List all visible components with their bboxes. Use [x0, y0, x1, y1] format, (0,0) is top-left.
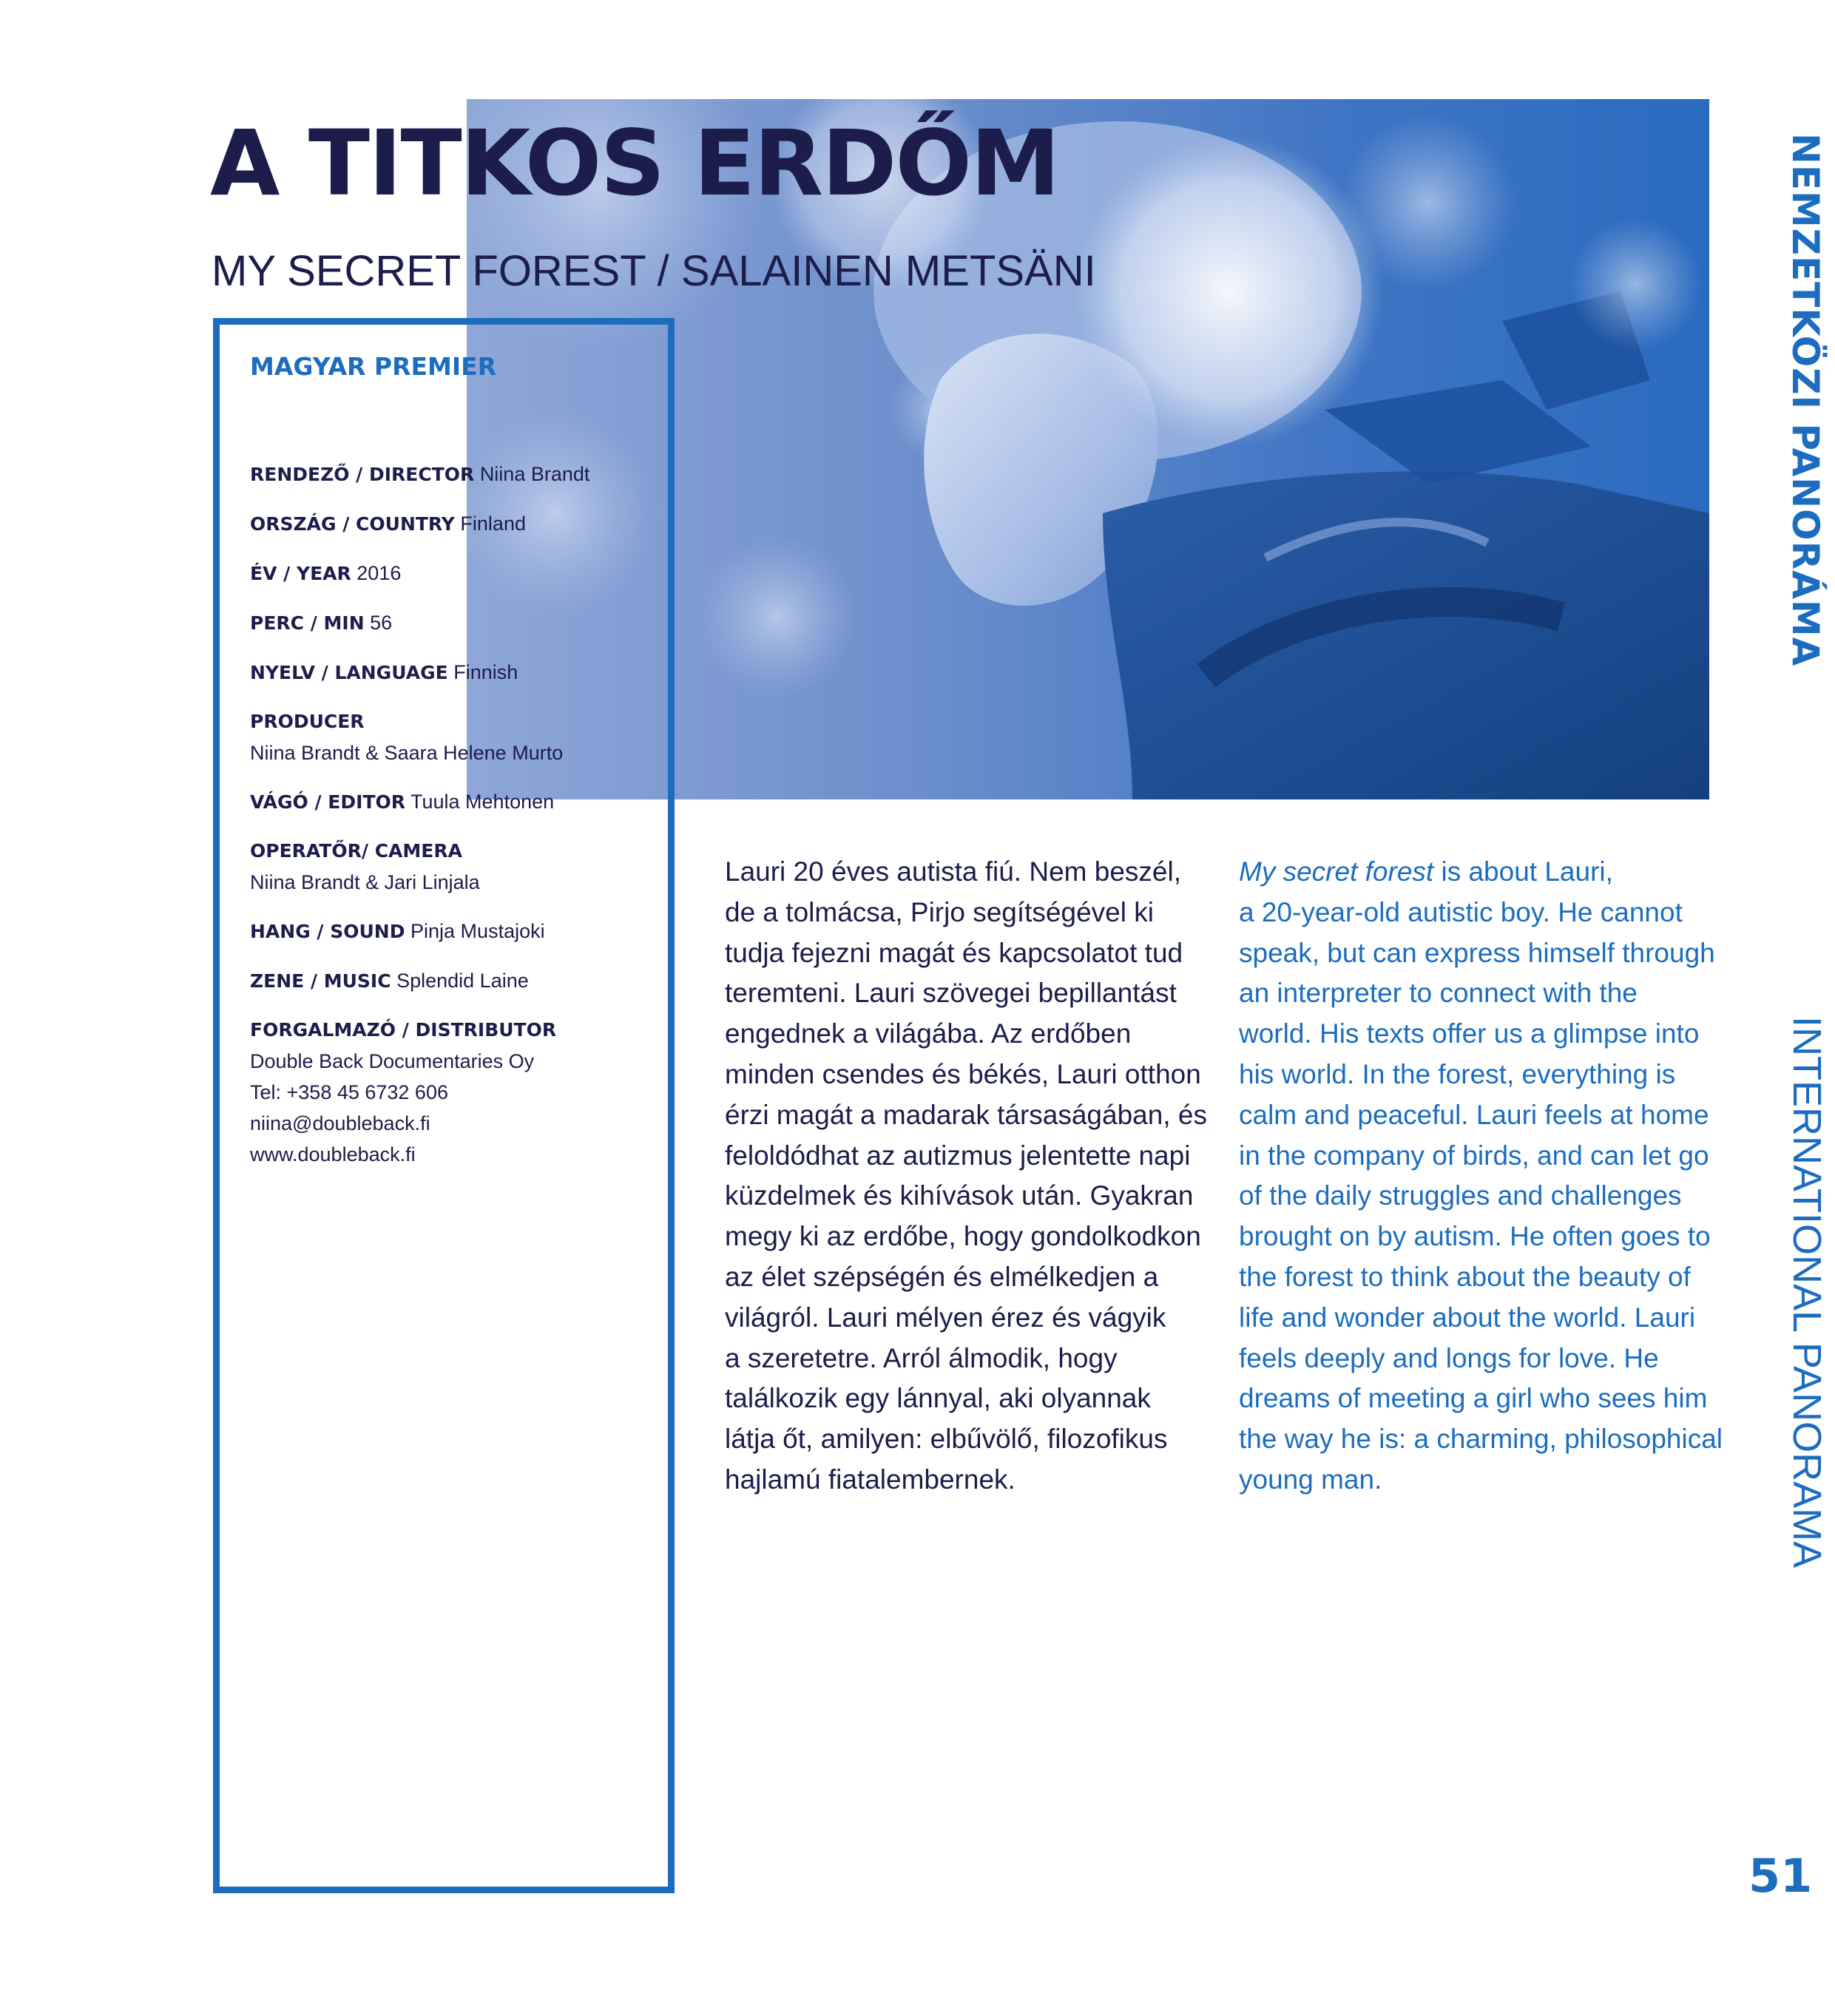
credit-label: PRODUCER: [250, 711, 365, 732]
synopsis-english: [1239, 852, 1727, 1501]
credit-value: 56: [370, 612, 393, 634]
synopsis-line-rest: is about Lauri,: [1433, 856, 1613, 887]
credit-value: Niina Brandt & Jari Linjala: [250, 871, 480, 893]
synopsis-line: the way he is: a charming, philosophical: [1239, 1424, 1723, 1455]
credit-value: Niina Brandt: [479, 463, 590, 485]
page-subtitle: MY SECRET FOREST / SALAINEN METSÄNI: [212, 247, 1096, 295]
credit-value: Finnish: [453, 661, 518, 683]
synopsis-line: látja őt, amilyen: elbűvölő, filozofikus: [725, 1424, 1168, 1455]
synopsis-line: of the daily struggles and challenges: [1239, 1180, 1682, 1211]
credit-music: [250, 965, 664, 997]
credit-label: RENDEZŐ / DIRECTOR: [250, 464, 475, 485]
synopsis-line: the forest to think about the beauty of: [1239, 1261, 1691, 1292]
credit-value: Splendid Laine: [396, 970, 529, 992]
synopsis-line: in the company of birds, and can let go: [1239, 1140, 1709, 1171]
credit-value: 2016: [356, 562, 402, 584]
synopsis-line: speak, but can express himself through: [1239, 937, 1715, 968]
credit-director: [250, 459, 664, 490]
section-label-hungarian: NEMZETKÖZI PANORÁMA: [1784, 133, 1827, 667]
credit-year: [250, 558, 664, 589]
synopsis-line: tudja fejezni magát és kapcsolatot tud: [725, 937, 1183, 968]
credit-label: ÉV / YEAR: [250, 563, 351, 584]
credit-label: NYELV / LANGUAGE: [250, 662, 448, 683]
synopsis-line: minden csendes és békés, Lauri otthon: [725, 1058, 1201, 1089]
synopsis-line: an interpreter to connect with the: [1239, 978, 1638, 1009]
synopsis-line: engednek a világába. Az erdőben: [725, 1018, 1132, 1049]
synopsis-line: brought on by autism. He often goes to: [1239, 1221, 1711, 1252]
distributor-website: www.doubleback.fi: [250, 1143, 416, 1166]
credit-value: Niina Brandt & Saara Helene Murto: [250, 742, 564, 764]
synopsis-line: his world. In the forest, everything is: [1239, 1058, 1676, 1089]
credit-editor: [250, 786, 664, 818]
synopsis-line: dreams of meeting a girl who sees him: [1239, 1383, 1708, 1414]
credit-label: VÁGÓ / EDITOR: [250, 791, 405, 813]
credit-label: FORGALMAZÓ / DISTRIBUTOR: [250, 1019, 557, 1041]
credit-runtime: [250, 607, 664, 639]
distributor-name: Double Back Documentaries Oy: [250, 1050, 535, 1072]
synopsis-line: calm and peaceful. Lauri feels at home: [1239, 1099, 1709, 1130]
synopsis-line: az élet szépségén és elmélkedjen a: [725, 1261, 1159, 1292]
page-number: 51: [1748, 1849, 1813, 1903]
page-title: A TITKOS ERDŐM: [210, 111, 1059, 216]
credit-value: Pinja Mustajoki: [410, 920, 545, 942]
credit-label: PERC / MIN: [250, 612, 365, 634]
credit-label: ZENE / MUSIC: [250, 970, 391, 992]
credit-camera: [250, 836, 664, 898]
synopsis-line: hajlamú fiatalembernek.: [725, 1464, 1015, 1495]
credit-value: Tuula Mehtonen: [410, 791, 555, 813]
credit-producer: [250, 706, 664, 768]
synopsis-line: küzdelmek és kihívások után. Gyakran: [725, 1180, 1194, 1211]
synopsis-line: de a tolmácsa, Pirjo segítségével ki: [725, 896, 1154, 927]
synopsis-line: világról. Lauri mélyen érez és vágyik: [725, 1302, 1166, 1333]
synopsis-hungarian: [725, 852, 1207, 1501]
synopsis-line: life and wonder about the world. Lauri: [1239, 1302, 1696, 1333]
credits-list: [250, 459, 664, 1188]
synopsis-line: a szeretetre. Arról álmodik, hogy: [725, 1342, 1118, 1373]
synopsis-line: találkozik egy lánnyal, aki olyannak: [725, 1383, 1151, 1414]
credit-country: [250, 508, 664, 540]
synopsis-line: Lauri 20 éves autista fiú. Nem beszél,: [725, 856, 1181, 887]
synopsis-line: young man.: [1239, 1464, 1382, 1495]
synopsis-line: [1239, 852, 1727, 893]
synopsis-line: megy ki az erdőbe, hogy gondolkodkon: [725, 1221, 1201, 1252]
distributor-phone: Tel: +358 45 6732 606: [250, 1081, 448, 1103]
credit-label: HANG / SOUND: [250, 921, 405, 942]
synopsis-line: feels deeply and longs for love. He: [1239, 1342, 1659, 1373]
synopsis-line: feloldódhat az autizmus jelentette napi: [725, 1140, 1191, 1171]
synopsis-line: érzi magát a madarak társaságában, és: [725, 1099, 1207, 1130]
credit-distributor: [250, 1015, 664, 1170]
section-label-english: INTERNATIONAL PANORAMA: [1785, 1016, 1829, 1569]
synopsis-line: world. His texts offer us a glimpse into: [1239, 1018, 1700, 1049]
film-title-italic: My secret forest: [1239, 856, 1434, 887]
credit-label: OPERATŐR/ CAMERA: [250, 840, 462, 862]
premier-label: MAGYAR PREMIER: [250, 352, 497, 381]
credit-value: Finland: [460, 513, 526, 535]
synopsis-line: a 20-year-old autistic boy. He cannot: [1239, 896, 1683, 927]
credit-language: [250, 657, 664, 689]
synopsis-line: teremteni. Lauri szövegei bepillantást: [725, 978, 1177, 1009]
credit-label: ORSZÁG / COUNTRY: [250, 513, 455, 535]
distributor-email: niina@doubleback.fi: [250, 1112, 430, 1134]
credit-sound: [250, 916, 664, 947]
